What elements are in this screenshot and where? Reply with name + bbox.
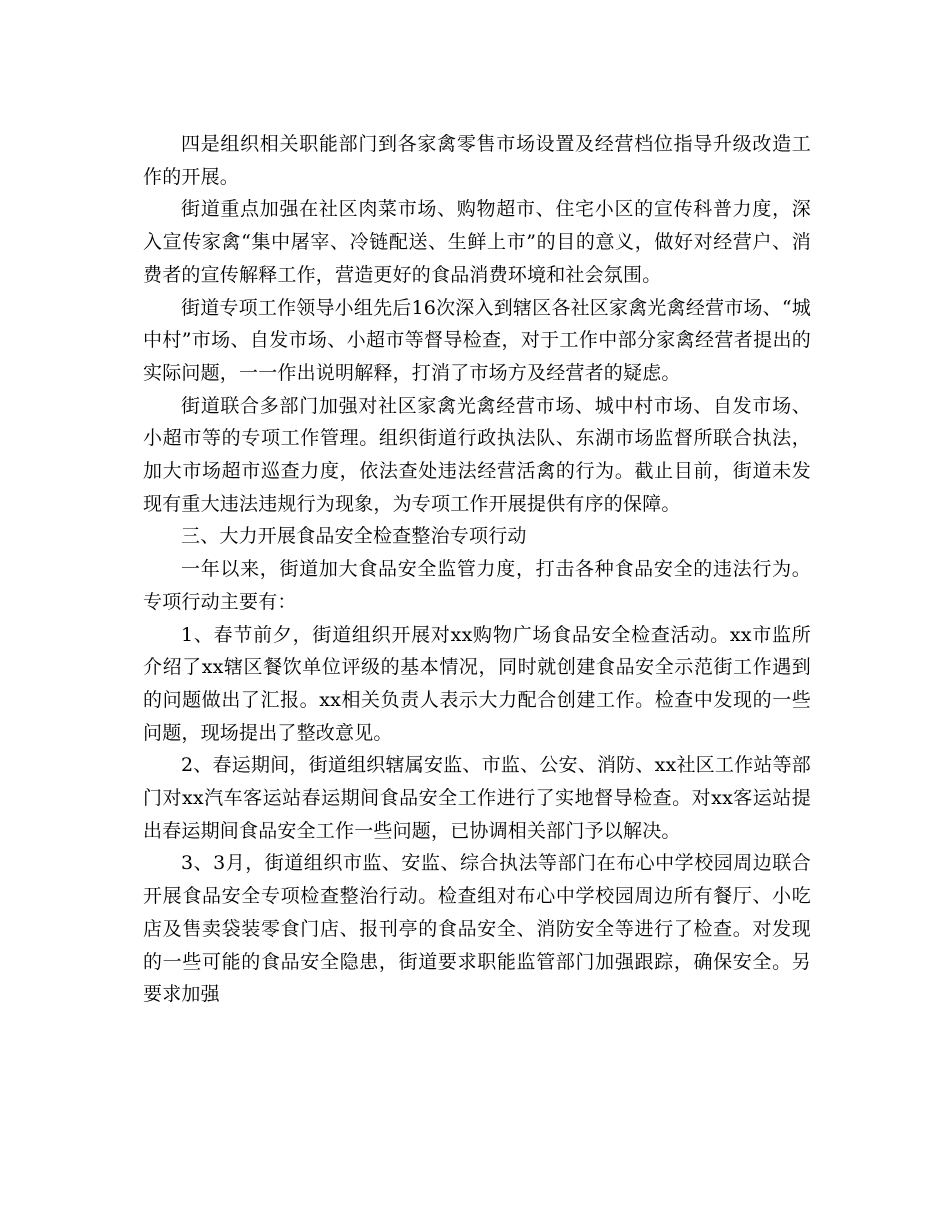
paragraph-2: 街道重点加强在社区肉菜市场、购物超市、住宅小区的宣传科普力度，深入宣传家禽“集中屠宰、冷链配送、生鲜上市”的目的意义，做好对经营户、消费者的宣传解释工作，营造更好的食品消费环境和社会氛围。 (143, 198, 811, 286)
document-body (143, 128, 811, 1011)
paragraph-1: 四是组织相关职能部门到各家禽零售市场设置及经营档位指导升级改造工作的开展。 (143, 133, 811, 188)
paragraph-4: 街道联合多部门加强对社区家禽光禽经营市场、城中村市场、自发市场、小超市等的专项工作管理。组织街道行政执法队、东湖市场监督所联合执法，加大市场超市巡查力度，依法查处违法经营活禽的行为。截止目前，街道未发现有重大违法违规行为现象，为专项工作开展提供有序的保障。 (143, 394, 811, 515)
list-item-3: 3、3月，街道组织市监、安监、综合执法等部门在布心中学校园周边联合开展食品安全专项检查整治行动。检查组对布心中学校园周边所有餐厅、小吃店及售卖袋装零食门店、报刊亭的食品安全、消防安全等进行了检查。对发现的一些可能的食品安全隐患，街道要求职能监管部门加强跟踪，确保安全。另要求加强 (143, 852, 811, 1006)
paragraph-5: 一年以来，街道加大食品安全监管力度，打击各种食品安全的违法行为。专项行动主要有： (143, 558, 811, 613)
paragraph-3: 街道专项工作领导小组先后16次深入到辖区各社区家禽光禽经营市场、“城中村”市场、自发市场、小超市等督导检查，对于工作中部分家禽经营者提出的实际问题，一一作出说明解释，打消了市场方及经营者的疑虑。 (143, 296, 811, 384)
list-item-2: 2、春运期间，街道组织辖属安监、市监、公安、消防、xx社区工作站等部门对xx汽车客运站春运期间食品安全工作进行了实地督导检查。对xx客运站提出春运期间食品安全工作一些问题，已协调相关部门予以解决。 (143, 754, 811, 842)
section-heading: 三、大力开展食品安全检查整治专项行动 (181, 525, 527, 548)
list-item-1: 1、春节前夕，街道组织开展对xx购物广场食品安全检查活动。xx市监所介绍了xx辖区餐饮单位评级的基本情况，同时就创建食品安全示范街工作遇到的问题做出了汇报。xx相关负责人表示大力配合创建工作。检查中发现的一些问题，现场提出了整改意见。 (143, 623, 811, 744)
